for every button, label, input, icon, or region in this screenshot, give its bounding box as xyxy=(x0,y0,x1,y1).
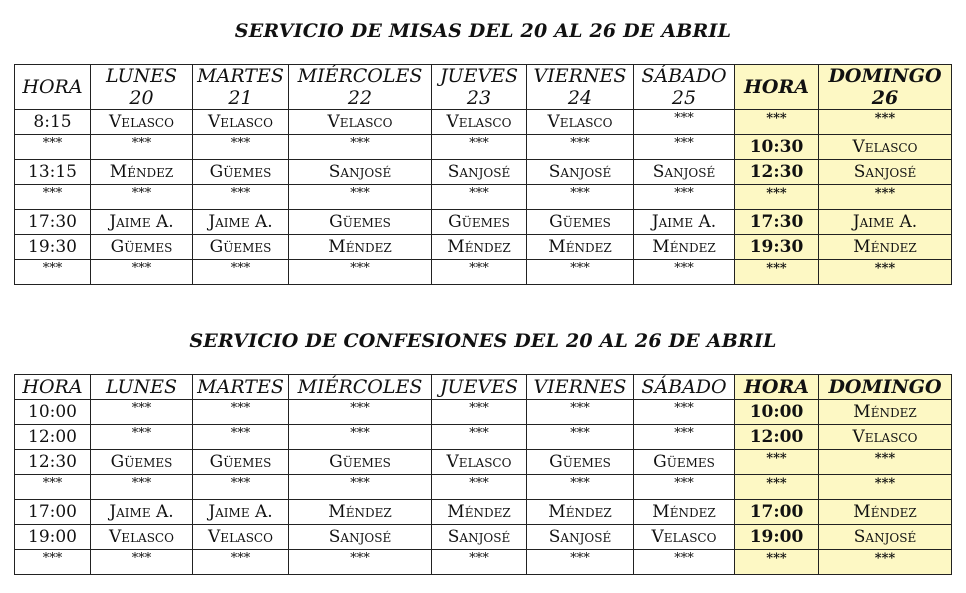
confession-header-5 xyxy=(527,375,634,400)
mass-header-1 xyxy=(91,65,193,110)
mass-cell: Jaime A. xyxy=(91,210,193,235)
confession-cell: 10:00 xyxy=(735,400,819,425)
confession-header-0 xyxy=(15,375,91,400)
confession-cell: *** xyxy=(91,400,193,425)
mass-header-label: JUEVES xyxy=(439,65,519,87)
confession-cell: Güemes xyxy=(193,450,289,475)
confession-body xyxy=(15,400,952,575)
mass-cell: Méndez xyxy=(634,235,735,260)
mass-cell: Sanjosé xyxy=(819,160,952,185)
confession-header-label: MIÉRCOLES xyxy=(297,376,423,398)
confession-cell: *** xyxy=(193,425,289,450)
mass-cell: *** xyxy=(634,185,735,210)
confession-cell: *** xyxy=(527,475,634,500)
mass-cell: *** xyxy=(819,185,952,210)
mass-header-date: 25 xyxy=(671,87,697,109)
mass-cell: Güemes xyxy=(432,210,527,235)
mass-cell: *** xyxy=(193,135,289,160)
confession-cell: 19:00 xyxy=(15,525,91,550)
mass-header-label: SÁBADO xyxy=(641,65,727,87)
mass-cell: 17:30 xyxy=(735,210,819,235)
mass-cell: *** xyxy=(527,260,634,285)
confession-cell: *** xyxy=(432,475,527,500)
confession-cell: 12:30 xyxy=(15,450,91,475)
mass-cell: *** xyxy=(432,185,527,210)
mass-cell: *** xyxy=(193,185,289,210)
mass-cell: *** xyxy=(289,260,432,285)
confession-cell: *** xyxy=(15,550,91,575)
mass-header-date: 24 xyxy=(567,87,593,109)
confession-cell: 12:00 xyxy=(15,425,91,450)
confession-cell: *** xyxy=(432,400,527,425)
mass-cell: *** xyxy=(15,185,91,210)
confession-cell: *** xyxy=(15,475,91,500)
confession-header-label: SÁBADO xyxy=(641,376,727,398)
mass-row xyxy=(15,235,952,260)
mass-cell: Velasco xyxy=(432,110,527,135)
confession-cell: Sanjosé xyxy=(432,525,527,550)
mass-cell: Méndez xyxy=(91,160,193,185)
confession-cell: Velasco xyxy=(193,525,289,550)
confession-cell: *** xyxy=(289,550,432,575)
confession-row xyxy=(15,500,952,525)
mass-header-row xyxy=(15,65,952,110)
confession-row xyxy=(15,400,952,425)
confession-cell: *** xyxy=(432,425,527,450)
confession-cell: *** xyxy=(91,425,193,450)
mass-header-7 xyxy=(735,65,819,110)
confession-cell: *** xyxy=(91,550,193,575)
mass-cell: Sanjosé xyxy=(527,160,634,185)
confession-cell: Sanjosé xyxy=(527,525,634,550)
confession-cell: *** xyxy=(735,550,819,575)
confession-cell: *** xyxy=(289,400,432,425)
mass-cell: 12:30 xyxy=(735,160,819,185)
confession-cell: Güemes xyxy=(634,450,735,475)
mass-header-label: DOMINGO xyxy=(828,65,942,87)
mass-cell: *** xyxy=(91,135,193,160)
confession-cell: Méndez xyxy=(289,500,432,525)
mass-header-label: MIÉRCOLES xyxy=(297,65,423,87)
mass-header-3 xyxy=(289,65,432,110)
confession-cell: *** xyxy=(634,550,735,575)
confession-cell: *** xyxy=(289,425,432,450)
confession-cell: *** xyxy=(289,475,432,500)
mass-cell: *** xyxy=(735,185,819,210)
confession-cell: Güemes xyxy=(289,450,432,475)
confession-row xyxy=(15,550,952,575)
confession-cell: *** xyxy=(527,550,634,575)
confession-header-8 xyxy=(819,375,952,400)
confession-header-label: DOMINGO xyxy=(828,376,942,398)
confession-cell: Güemes xyxy=(527,450,634,475)
mass-cell: *** xyxy=(15,135,91,160)
confession-cell: 12:00 xyxy=(735,425,819,450)
mass-cell: Sanjosé xyxy=(432,160,527,185)
mass-header-4 xyxy=(432,65,527,110)
confession-schedule-title: SERVICIO DE CONFESIONES DEL 20 AL 26 DE ABRIL xyxy=(189,330,777,352)
mass-cell: *** xyxy=(634,110,735,135)
confession-cell: 19:00 xyxy=(735,525,819,550)
mass-cell: *** xyxy=(735,260,819,285)
mass-cell: Güemes xyxy=(527,210,634,235)
mass-cell: *** xyxy=(91,260,193,285)
confession-cell: *** xyxy=(634,425,735,450)
confession-cell: 10:00 xyxy=(15,400,91,425)
mass-cell: *** xyxy=(735,110,819,135)
mass-cell: Velasco xyxy=(91,110,193,135)
confession-cell: *** xyxy=(193,475,289,500)
mass-cell: 13:15 xyxy=(15,160,91,185)
mass-cell: Sanjosé xyxy=(634,160,735,185)
mass-schedule-table xyxy=(14,64,952,285)
mass-cell: Velasco xyxy=(527,110,634,135)
confession-cell: Velasco xyxy=(634,525,735,550)
mass-header-date: 26 xyxy=(871,87,899,109)
confession-header-1 xyxy=(91,375,193,400)
confession-cell: *** xyxy=(819,550,952,575)
mass-cell: 8:15 xyxy=(15,110,91,135)
mass-cell: *** xyxy=(15,260,91,285)
mass-header-6 xyxy=(634,65,735,110)
confession-cell: *** xyxy=(193,400,289,425)
mass-cell: 19:30 xyxy=(15,235,91,260)
mass-cell: Velasco xyxy=(819,135,952,160)
mass-cell: *** xyxy=(634,135,735,160)
mass-cell: Jaime A. xyxy=(193,210,289,235)
confession-cell: *** xyxy=(527,425,634,450)
mass-header-date: 21 xyxy=(228,87,253,109)
mass-cell: Güemes xyxy=(193,235,289,260)
mass-header-date: 23 xyxy=(466,87,492,109)
confession-row xyxy=(15,425,952,450)
mass-cell: *** xyxy=(432,260,527,285)
mass-header-date: 22 xyxy=(347,87,373,109)
mass-header-date: 20 xyxy=(129,87,154,109)
mass-header-label: HORA xyxy=(22,76,83,98)
mass-cell: *** xyxy=(527,185,634,210)
confession-header-row xyxy=(15,375,952,400)
mass-header-label: LUNES xyxy=(105,65,178,87)
confession-cell: *** xyxy=(819,475,952,500)
confession-header-3 xyxy=(289,375,432,400)
mass-cell: Méndez xyxy=(289,235,432,260)
confession-cell: Méndez xyxy=(819,500,952,525)
confession-header-label: LUNES xyxy=(105,376,178,398)
confession-cell: Velasco xyxy=(819,425,952,450)
confession-cell: *** xyxy=(193,550,289,575)
mass-cell: *** xyxy=(527,135,634,160)
confession-header-label: HORA xyxy=(743,376,810,398)
mass-row xyxy=(15,110,952,135)
mass-cell: 10:30 xyxy=(735,135,819,160)
confession-cell: 17:00 xyxy=(735,500,819,525)
confession-header-7 xyxy=(735,375,819,400)
mass-cell: 17:30 xyxy=(15,210,91,235)
mass-cell: Güemes xyxy=(91,235,193,260)
mass-row xyxy=(15,185,952,210)
mass-header-2 xyxy=(193,65,289,110)
mass-row xyxy=(15,160,952,185)
confession-cell: Velasco xyxy=(432,450,527,475)
mass-cell: *** xyxy=(819,260,952,285)
mass-cell: *** xyxy=(432,135,527,160)
confession-cell: *** xyxy=(634,475,735,500)
mass-header-label: VIERNES xyxy=(533,65,627,87)
mass-row xyxy=(15,260,952,285)
confession-cell: *** xyxy=(634,400,735,425)
confession-schedule-table xyxy=(14,374,952,575)
confession-cell: *** xyxy=(527,400,634,425)
mass-header-0 xyxy=(15,65,91,110)
mass-cell: 19:30 xyxy=(735,235,819,260)
confession-cell: Velasco xyxy=(91,525,193,550)
mass-cell: *** xyxy=(289,185,432,210)
confession-header-label: HORA xyxy=(22,376,83,398)
confession-cell: *** xyxy=(735,475,819,500)
confession-cell: 17:00 xyxy=(15,500,91,525)
mass-cell: *** xyxy=(193,260,289,285)
mass-cell: Jaime A. xyxy=(634,210,735,235)
confession-header-2 xyxy=(193,375,289,400)
mass-cell: Güemes xyxy=(289,210,432,235)
mass-header-8 xyxy=(819,65,952,110)
mass-cell: Méndez xyxy=(819,235,952,260)
confession-cell: Jaime A. xyxy=(193,500,289,525)
confession-header-6 xyxy=(634,375,735,400)
mass-cell: *** xyxy=(91,185,193,210)
confession-cell: *** xyxy=(735,450,819,475)
confession-header-4 xyxy=(432,375,527,400)
mass-cell: Jaime A. xyxy=(819,210,952,235)
mass-header-label: HORA xyxy=(743,76,810,98)
confession-cell: Méndez xyxy=(527,500,634,525)
confession-cell: *** xyxy=(91,475,193,500)
mass-row xyxy=(15,210,952,235)
confession-row xyxy=(15,450,952,475)
mass-body xyxy=(15,110,952,285)
confession-row xyxy=(15,525,952,550)
mass-cell: Güemes xyxy=(193,160,289,185)
confession-cell: *** xyxy=(432,550,527,575)
mass-cell: Méndez xyxy=(527,235,634,260)
mass-cell: Méndez xyxy=(432,235,527,260)
confession-cell: Jaime A. xyxy=(91,500,193,525)
confession-cell: Sanjosé xyxy=(289,525,432,550)
confession-header-label: VIERNES xyxy=(533,376,627,398)
confession-cell: Méndez xyxy=(634,500,735,525)
confession-row xyxy=(15,475,952,500)
mass-cell: Velasco xyxy=(289,110,432,135)
mass-cell: *** xyxy=(289,135,432,160)
confession-header-label: MARTES xyxy=(197,376,284,398)
confession-cell: *** xyxy=(819,450,952,475)
mass-cell: Velasco xyxy=(193,110,289,135)
confession-cell: Méndez xyxy=(432,500,527,525)
confession-cell: Méndez xyxy=(819,400,952,425)
mass-schedule-title: SERVICIO DE MISAS DEL 20 AL 26 DE ABRIL xyxy=(234,20,732,42)
confession-cell: Sanjosé xyxy=(819,525,952,550)
mass-cell: *** xyxy=(634,260,735,285)
mass-header-label: MARTES xyxy=(197,65,284,87)
confession-cell: Güemes xyxy=(91,450,193,475)
confession-header-label: JUEVES xyxy=(439,376,519,398)
mass-row xyxy=(15,135,952,160)
mass-header-5 xyxy=(527,65,634,110)
mass-cell: *** xyxy=(819,110,952,135)
mass-cell: Sanjosé xyxy=(289,160,432,185)
